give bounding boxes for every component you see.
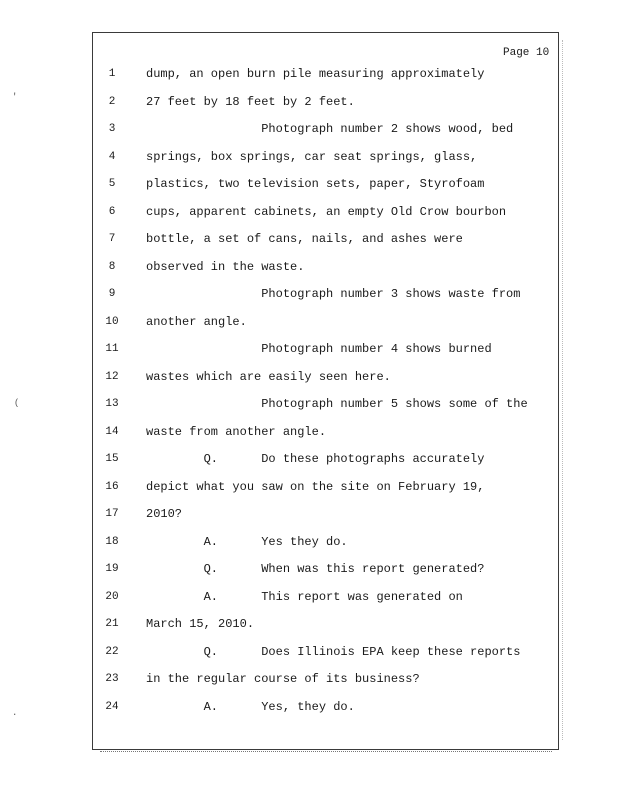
transcript-line <box>92 532 559 552</box>
line-number: 20 <box>105 590 119 603</box>
line-text: A. Yes they do. <box>146 534 348 549</box>
transcript-line <box>92 147 559 167</box>
line-number: 4 <box>108 150 116 163</box>
line-text: depict what you saw on the site on February 19, <box>146 479 485 494</box>
transcript-line <box>92 284 559 304</box>
line-number: 2 <box>108 95 116 108</box>
transcript-line <box>92 174 559 194</box>
line-number: 8 <box>108 260 116 273</box>
line-text: dump, an open burn pile measuring approximately <box>146 67 485 81</box>
line-number: 17 <box>105 508 119 520</box>
transcript-line <box>92 312 559 332</box>
line-number: 6 <box>108 205 116 218</box>
scan-speckle: . <box>12 708 18 718</box>
line-number: 19 <box>105 563 119 575</box>
line-text: bottle, a set of cans, nails, and ashes were <box>146 232 463 246</box>
scan-edge-noise <box>562 40 563 740</box>
line-number: 7 <box>108 233 116 245</box>
scan-speckle: ' <box>12 92 18 102</box>
line-text: Photograph number 4 shows burned <box>146 342 492 356</box>
transcript-line <box>92 614 559 634</box>
line-number: 21 <box>105 618 119 630</box>
transcript-line <box>92 64 559 84</box>
transcript-line <box>92 449 559 469</box>
line-number: 13 <box>105 398 119 410</box>
line-text: observed in the waste. <box>146 259 305 274</box>
transcript-line <box>92 642 559 662</box>
line-number: 10 <box>105 315 119 328</box>
transcript-line <box>92 92 559 112</box>
scan-speckle: ( <box>14 398 20 408</box>
transcript-line <box>92 257 559 277</box>
transcript-line <box>92 367 559 387</box>
line-text: Photograph number 3 shows waste from <box>146 287 521 301</box>
transcript-line <box>92 202 559 222</box>
transcript-line <box>92 587 559 607</box>
transcript-line <box>92 669 559 689</box>
line-text: wastes which are easily seen here. <box>146 369 391 384</box>
transcript-line <box>92 119 559 139</box>
page-number: Page 10 <box>503 47 550 59</box>
line-text: cups, apparent cabinets, an empty Old Crow bourbon <box>146 204 507 219</box>
transcript-line <box>92 422 559 442</box>
line-text: another angle. <box>146 314 247 329</box>
line-text: Photograph number 5 shows some of the <box>146 397 528 411</box>
line-text: 27 feet by 18 feet by 2 feet. <box>146 94 355 109</box>
transcript-line <box>92 477 559 497</box>
line-number: 5 <box>108 178 116 190</box>
line-text: March 15, 2010. <box>146 617 255 631</box>
line-number: 24 <box>105 700 119 713</box>
line-number: 22 <box>105 645 119 658</box>
transcript-line <box>92 504 559 524</box>
transcript-line <box>92 697 559 717</box>
line-text: waste from another angle. <box>146 424 327 439</box>
line-text: Photograph number 2 shows wood, bed <box>146 122 514 136</box>
line-text: plastics, two television sets, paper, Styrofoam <box>146 177 485 191</box>
line-number: 12 <box>105 370 119 383</box>
line-text: 2010? <box>146 507 183 521</box>
line-text: in the regular course of its business? <box>146 672 420 686</box>
line-text: Q. When was this report generated? <box>146 562 485 576</box>
line-number: 9 <box>108 288 116 300</box>
transcript-line <box>92 394 559 414</box>
line-number: 18 <box>105 535 119 548</box>
line-text: A. This report was generated on <box>146 589 463 604</box>
transcript-line <box>92 559 559 579</box>
line-text: Q. Does Illinois EPA keep these reports <box>146 644 521 659</box>
transcript-line <box>92 229 559 249</box>
line-number: 11 <box>105 343 119 355</box>
line-text: Q. Do these photographs accurately <box>146 452 485 466</box>
line-number: 3 <box>108 123 116 135</box>
line-text: springs, box springs, car seat springs, glass, <box>146 149 478 164</box>
transcript-line <box>92 339 559 359</box>
line-number: 14 <box>105 425 119 438</box>
line-number: 15 <box>105 453 119 465</box>
scan-bottom-noise <box>100 751 552 752</box>
line-number: 16 <box>105 480 119 493</box>
line-number: 1 <box>108 68 116 80</box>
line-text: A. Yes, they do. <box>146 699 355 714</box>
line-number: 23 <box>105 673 119 685</box>
